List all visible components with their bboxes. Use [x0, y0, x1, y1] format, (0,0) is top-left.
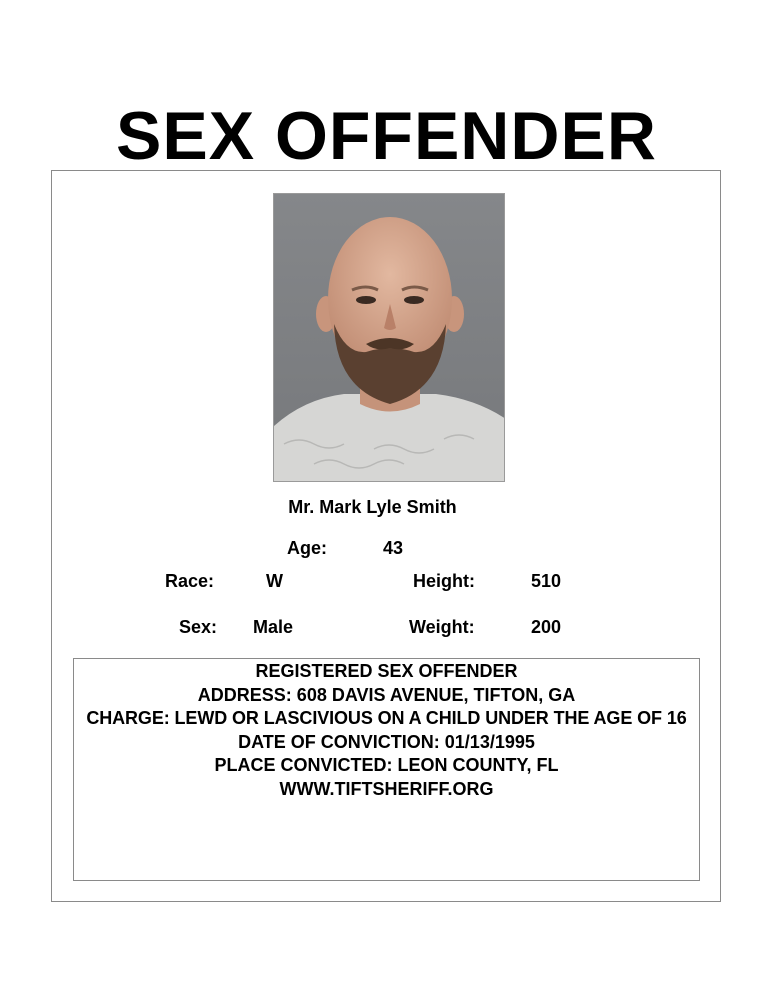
- weight-label: Weight:: [409, 617, 475, 637]
- registration-status: REGISTERED SEX OFFENDER: [255, 661, 518, 681]
- weight-value: 200: [531, 617, 562, 637]
- place-convicted-line: PLACE CONVICTED: LEON COUNTY, FL: [214, 755, 559, 775]
- age-value: 43: [383, 538, 404, 558]
- poster-title: SEX OFFENDER: [116, 98, 657, 174]
- sex-label: Sex:: [179, 617, 218, 637]
- sheriff-website-link[interactable]: WWW.TIFTSHERIFF.ORG: [279, 778, 494, 799]
- charge-line: CHARGE: LEWD OR LASCIVIOUS ON A CHILD UNDER THE AGE OF 16: [86, 708, 687, 728]
- conviction-date-line: DATE OF CONVICTION: 01/13/1995: [238, 731, 535, 752]
- offender-name-text: Mr. Mark Lyle Smith: [288, 497, 457, 517]
- race-label: Race:: [165, 571, 215, 591]
- height-value: 510: [531, 571, 562, 591]
- height-label: Height:: [413, 571, 475, 591]
- offender-photo: [273, 193, 505, 482]
- address-line: ADDRESS: 608 DAVIS AVENUE, TIFTON, GA: [197, 684, 576, 705]
- offender-notice-box: [73, 658, 700, 881]
- sex-value: Male: [253, 617, 294, 637]
- offender-name: [0, 496, 773, 518]
- race-value: W: [266, 571, 283, 591]
- age-label: Age:: [287, 538, 327, 558]
